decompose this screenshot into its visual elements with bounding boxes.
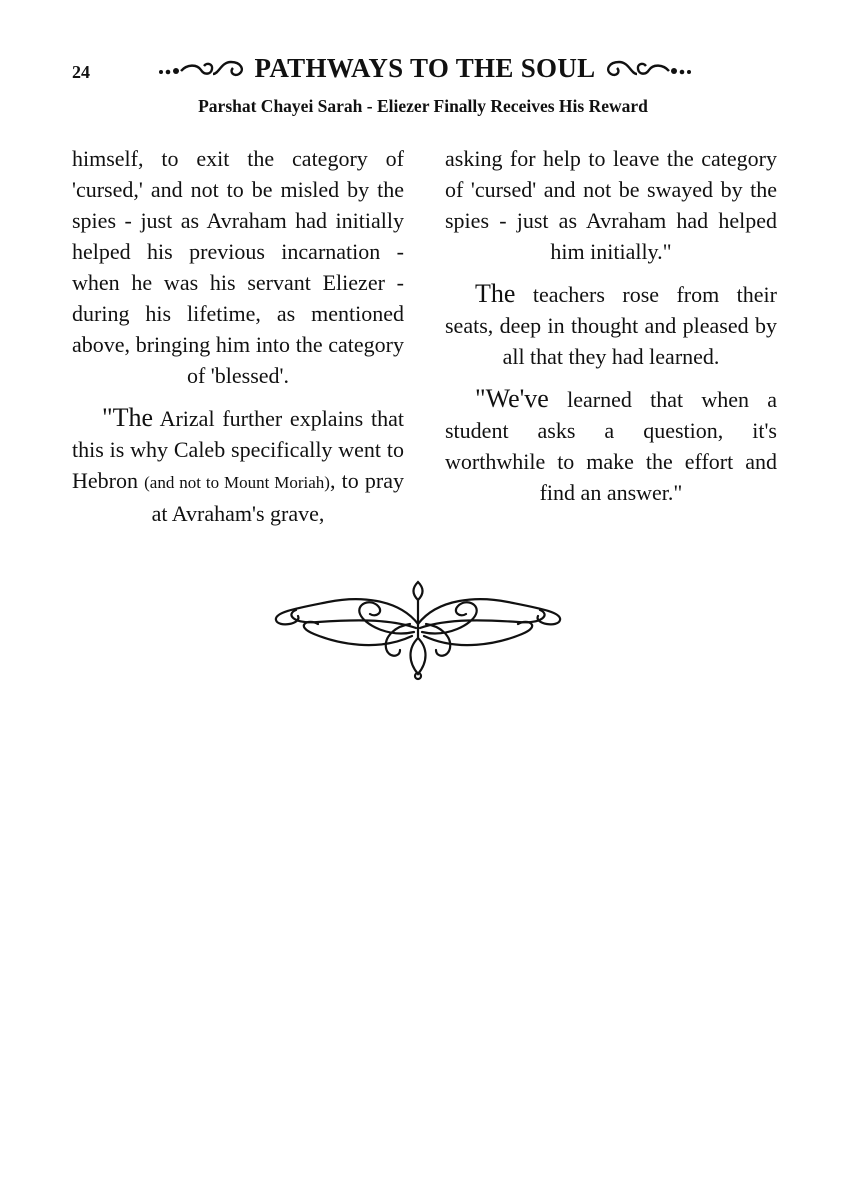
paragraph-text: teachers rose from their seats, deep in thought and pleased by all that they had learned. [445,282,777,369]
scroll-flourish-icon [601,54,693,82]
lead-word: The [475,279,516,308]
chapter-title: Parshat Chayei Sarah - Eliezer Finally Receives His Reward [198,96,648,116]
paragraph-text: Arizal further explains that this is why Caleb specifically went to Hebron [72,406,404,493]
scroll-flourish-icon [157,54,249,82]
paragraph [445,278,777,372]
page-number: 24 [72,62,90,82]
lead-word: "The [102,403,154,432]
lead-word: "We've [475,384,549,413]
paragraph: asking for help to leave the category of 'cursed' and not be swayed by the spies - just as Avraham had helped him initially." [445,146,777,264]
left-column [72,143,404,540]
parenthetical-note: (and not to Mount Moriah) [144,473,330,492]
paragraph-text: , to pray at Avraham's grave, [151,468,405,526]
book-title: PATHWAYS TO THE SOUL [254,52,596,83]
ornamental-divider-icon [268,578,568,682]
paragraph: himself, to exit the category of 'cursed,' and not to be misled by the spies - just as Avraham had initially helped his previous incarnation - when he was his servant Eliezer - during his lifetime, as mentioned above, bringing him into the category of 'blessed'. [72,146,404,388]
paragraph-text: learned that when a student asks a question, it's worthwhile to make the effort and find an answer." [445,387,777,505]
running-head [130,50,720,86]
paragraph [72,402,404,529]
right-column [445,143,777,519]
paragraph [445,383,777,508]
